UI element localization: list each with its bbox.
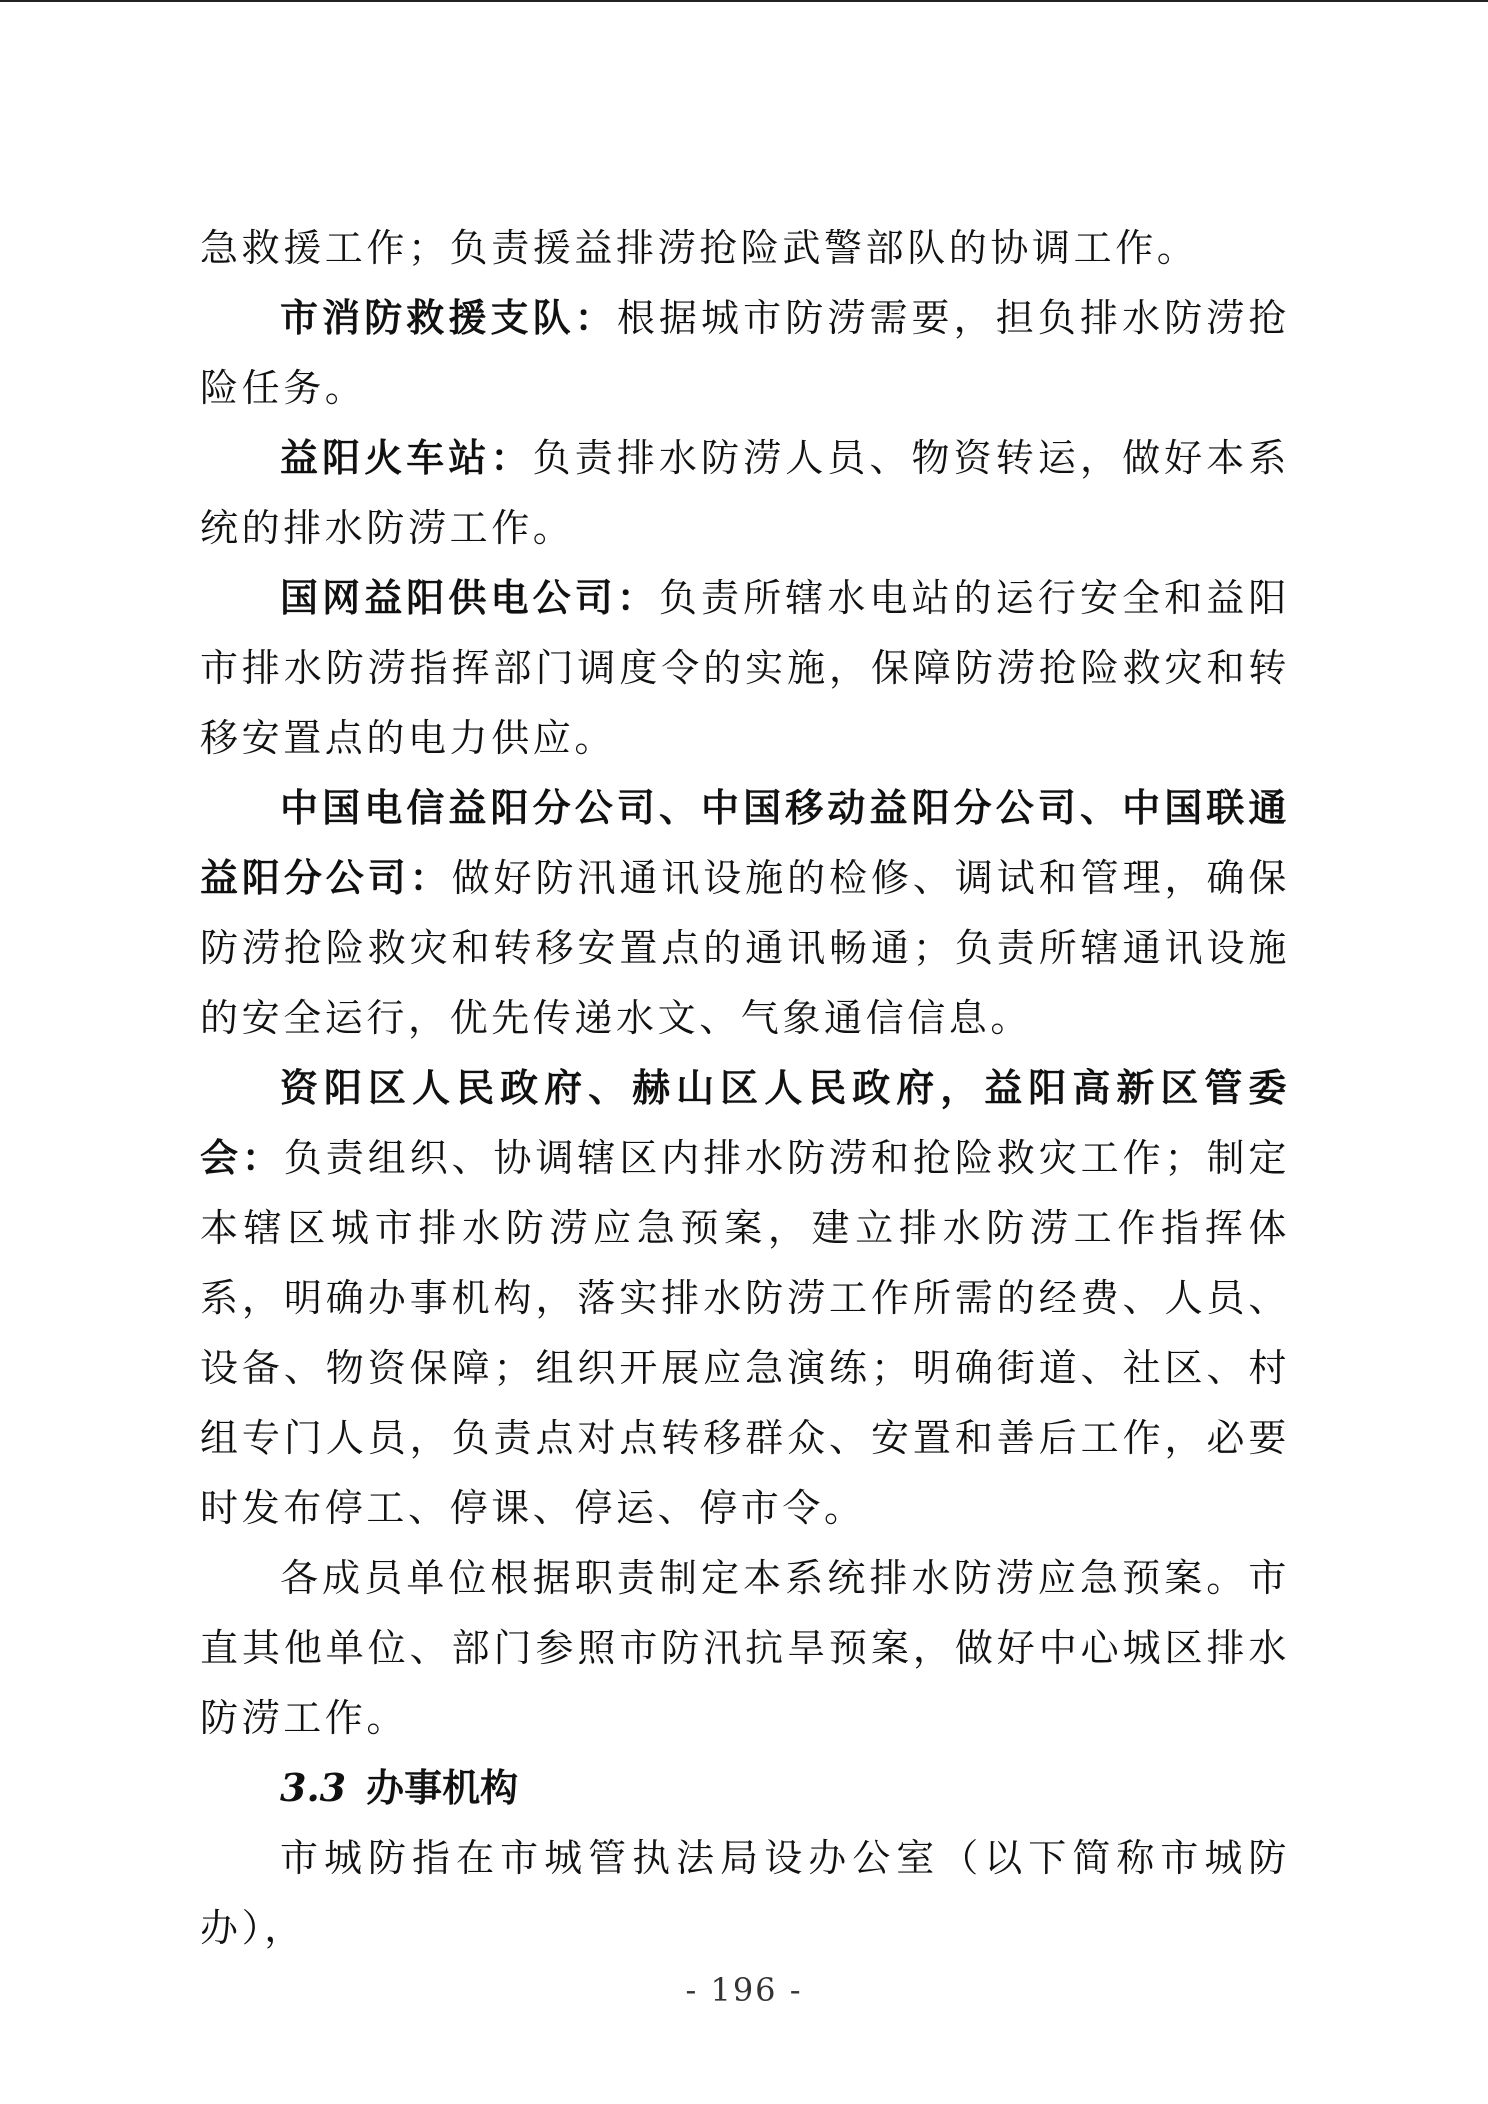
section-number: 3.3 xyxy=(280,1765,347,1810)
paragraph-continuation: 急救援工作；负责援益排涝抢险武警部队的协调工作。 xyxy=(200,226,1199,270)
paragraph-text: 做好防汛通讯设施的检修、调试和管理，确保防涝抢险救灾和转移安置点的通讯畅通；负责所辖通讯设施的安全运行，优先传递水文、气象通信信息。 xyxy=(200,856,1290,1040)
paragraph-railway-station xyxy=(200,423,1290,563)
section-heading xyxy=(200,1753,1290,1823)
section-title: 办事机构 xyxy=(366,1766,519,1810)
paragraph-power-company xyxy=(200,563,1290,773)
paragraph-text: 负责所辖水电站的运行安全和益阳市排水防涝指挥部门调度令的实施，保障防涝抢险救灾和转移安置点的电力供应。 xyxy=(200,576,1290,760)
paragraph-label: 市消防救援支队： xyxy=(280,296,617,340)
paragraph-label: 益阳火车站： xyxy=(280,436,533,480)
paragraph-office: 市城防指在市城管执法局设办公室（以下简称市城防办）， xyxy=(200,1836,1290,1950)
paragraph-label: 中国电信益阳分公司、中国移动益阳分公司、中国联通益阳分公司： xyxy=(200,786,1290,900)
paragraph-text: 负责排水防涝人员、物资转运，做好本系统的排水防涝工作。 xyxy=(200,436,1290,550)
paragraph-district-governments xyxy=(200,1053,1290,1543)
paragraph-member-units: 各成员单位根据职责制定本系统排水防涝应急预案。市直其他单位、部门参照市防汛抗旱预案，做好中心城区排水防涝工作。 xyxy=(200,1556,1290,1740)
paragraph-fire-rescue xyxy=(200,283,1290,423)
paragraph-text: 根据城市防涝需要，担负排水防涝抢险任务。 xyxy=(200,296,1290,410)
paragraph-label: 资阳区人民政府、赫山区人民政府，益阳高新区管委会： xyxy=(200,1066,1290,1180)
paragraph-label: 国网益阳供电公司： xyxy=(280,576,659,620)
paragraph-text: 负责组织、协调辖区内排水防涝和抢险救灾工作；制定本辖区城市排水防涝应急预案，建立排水防涝工作指挥体系，明确办事机构，落实排水防涝工作所需的经费、人员、设备、物资保障；组织开展应急演练；明确街道、社区、村组专门人员，负责点对点转移群众、安置和善后工作，必要时发布停工、停课、停运、停市令。 xyxy=(200,1136,1290,1530)
top-border-line xyxy=(0,0,1488,2)
page-number: - 196 - xyxy=(685,1971,803,2009)
page-body xyxy=(200,213,1290,1963)
paragraph-telecom-companies xyxy=(200,773,1290,1053)
